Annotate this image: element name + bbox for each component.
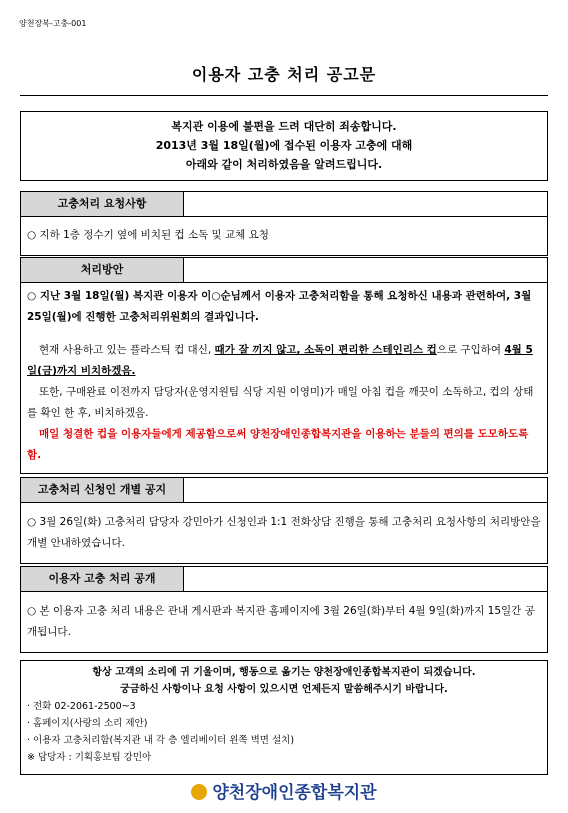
- public-label: 이용자 고충 처리 공개: [21, 567, 184, 591]
- public-content: [20, 591, 548, 653]
- apology-line-1: 복지관 이용에 불편을 드려 대단히 죄송합니다.: [171, 120, 397, 133]
- footer-homepage: · 홈페이지(사랑의 소리 제안): [27, 718, 148, 729]
- apology-line-3: 아래와 같이 처리하였음을 알려드립니다.: [185, 158, 383, 171]
- organization-logo: [0, 778, 568, 803]
- footer-phone: · 전화 02-2061-2500~3: [27, 701, 136, 712]
- plan-paragraph-2: [27, 340, 541, 382]
- footer-box: [20, 660, 548, 775]
- public-text: ○ 본 이용자 고충 처리 내용은 관내 게시판과 복지관 홈페이지에 3월 26일(화)부터 4월 9일(화)까지 15일간 공개됩니다.: [27, 605, 535, 638]
- plan-p2-highlight-2: 4월 5일(금)까지 비치하겠음.: [27, 344, 533, 377]
- footer-line-2: 궁금하신 사항이나 요청 사항이 있으시면 언제든지 말씀해주시기 바랍니다.: [120, 684, 448, 695]
- apology-box: [20, 111, 548, 181]
- footer-contact: ※ 담당자 : 기획홍보팀 강민아: [27, 752, 152, 763]
- request-content: [20, 216, 548, 256]
- plan-p2-text-b: 으로 구입하여: [436, 344, 505, 356]
- request-header: [20, 191, 548, 217]
- apology-line-2: 2013년 3월 18일(월)에 접수된 이용자 고충에 대해: [155, 139, 413, 152]
- disclosure-content: [20, 502, 548, 564]
- plan-paragraph-4: 매일 청결한 컵을 이용자들에게 제공함으로써 양천장애인종합복지관을 이용하는 분들의 편의를 도모하도록 함.: [27, 428, 529, 461]
- disclosure-text: ○ 3월 26일(화) 고충처리 담당자 강민아가 신청인과 1:1 전화상담 진행을 통해 고충처리 요청사항의 처리방안을 개별 안내하였습니다.: [27, 516, 541, 549]
- plan-content: [20, 282, 548, 474]
- plan-p2-highlight-1: 때가 잘 끼지 않고, 소독이 편리한 스테인리스 컵: [214, 344, 437, 356]
- disclosure-label: 고충처리 신청인 개별 공지: [21, 478, 184, 502]
- plan-paragraph-1: ○ 지난 3월 18일(월) 복지관 이용자 이○순님께서 이용자 고충처리함을 통해 요청하신 내용과 관련하여, 3월 25일(월)에 진행한 고충처리위원회의 결과입니다.: [27, 290, 532, 323]
- footer-complaint-box: · 이용자 고충처리함(복지관 내 각 층 엘리베이터 왼쪽 벽면 설치): [27, 735, 295, 746]
- disclosure-header: [20, 477, 548, 503]
- plan-label: 처리방안: [21, 258, 184, 282]
- request-text: ○ 지하 1층 정수기 옆에 비치된 컵 소독 및 교체 요청: [27, 229, 269, 241]
- logo-text: 양천장애인종합복지관: [212, 783, 377, 803]
- page-title: 이용자 고충 처리 공고문: [191, 65, 377, 84]
- footer-line-1: 항상 고객의 소리에 귀 기울이며, 행동으로 옮기는 양천장애인종합복지관이 되겠습니다.: [92, 667, 476, 678]
- plan-paragraph-3: 또한, 구매완료 이전까지 담당자(운영지원팀 식당 지원 이영미)가 매일 아침 컵을 깨끗이 소독하고, 컵의 상태를 확인 한 후, 비치하겠음.: [27, 386, 534, 419]
- document-code: 양천장복-고충-001: [19, 19, 87, 28]
- plan-header: [20, 257, 548, 283]
- logo-icon: [191, 784, 207, 800]
- plan-p2-text-a: 현재 사용하고 있는 플라스틱 컵 대신,: [39, 344, 215, 356]
- title-divider: [20, 95, 548, 96]
- request-label: 고충처리 요청사항: [21, 192, 184, 216]
- public-header: [20, 566, 548, 592]
